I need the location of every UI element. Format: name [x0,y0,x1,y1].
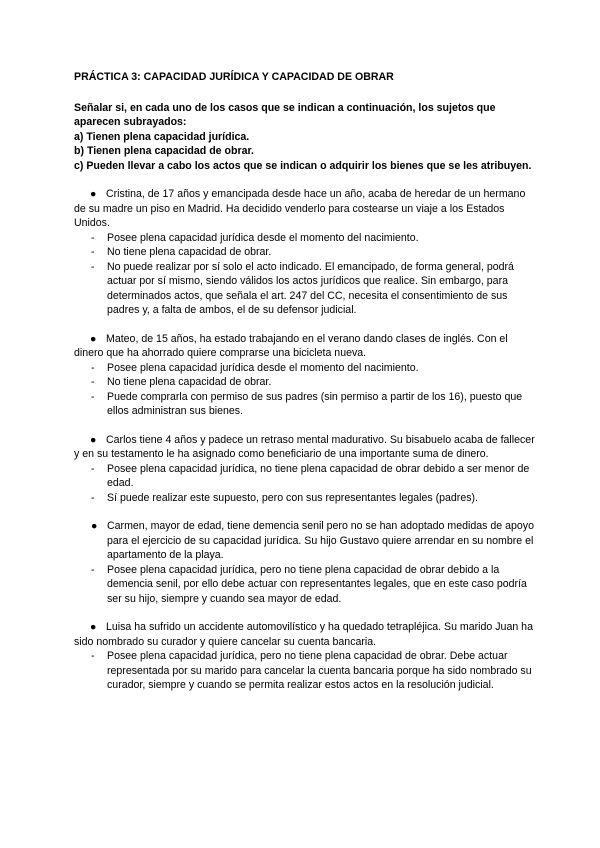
answer-list [74,361,538,419]
case-mateo [74,332,538,419]
dash-icon: - [91,650,95,662]
case-statement [74,519,538,563]
answer-item [74,231,538,246]
dash-icon: - [91,361,95,374]
case-text: Carmen, mayor de edad, tiene demencia senil pero no se han adoptado medidas de apoyo para el ejercicio de su capacidad jurídica. Su hijo Gustavo quiere arrendar en su nombre el apartamento de la playa. [107,520,534,561]
case-statement [74,332,538,361]
answer-item [74,361,538,376]
answer-list [74,231,538,318]
instructions-option-b: b) Tienen plena capacidad de obrar. [74,145,254,157]
case-carmen [74,519,538,606]
case-text: Luisa ha sufrido un accidente automovilístico y ha quedado tetrapléjica. Su marido Juan ha sido nombrado su curador y quiere cancelar su cuenta bancaria. [74,621,533,648]
answer-text: Posee plena capacidad jurídica desde el momento del nacimiento. [107,231,419,244]
page-title: PRÁCTICA 3: CAPACIDAD JURÍDICA Y CAPACIDAD DE OBRAR [74,71,394,83]
instructions-option-a: a) Tienen plena capacidad jurídica. [74,130,250,143]
case-statement [74,187,538,231]
instructions-option-c: c) Pueden llevar a cabo los actos que se indican o adquirir los bienes que se les atribuyen. [74,159,532,172]
answer-text: Posee plena capacidad jurídica, pero no tiene plena capacidad de obrar debido a la demencia senil, por ello debe actuar con representantes legales, que en este caso podría ser su hijo, siempre y cuando sea mayor de edad. [107,563,527,605]
answer-text: No puede realizar por sí solo el acto indicado. El emancipado, de forma general, podrá actuar por sí mismo, siendo válidos los actos jurídicos que realice. Sin embargo, para determinados actos, que señala el art. 247 del CC, necesita el consentimiento de sus padres y, a falta de ambos, el de su defensor judicial. [107,260,514,316]
answer-item [74,491,538,506]
instructions [74,101,538,174]
answer-item [74,390,538,419]
bullet-icon: ● [90,433,97,446]
answer-item [74,649,538,693]
bullet-icon: ● [91,520,98,532]
answer-list [74,462,538,506]
answer-item [74,462,538,491]
case-text: Carlos tiene 4 años y padece un retraso mental madurativo. Su bisabuelo acaba de fallecer y en su testamento le ha asignado como beneficiario de una importante suma de dinero. [74,433,535,460]
dash-icon: - [91,260,95,273]
bullet-icon: ● [90,188,97,200]
case-text: Mateo, de 15 años, ha estado trabajando en el verano dando clases de inglés. Con el dinero que ha ahorrado quiere comprarse una bicicleta nueva. [74,332,508,359]
dash-icon: - [91,563,95,576]
dash-icon: - [91,462,95,475]
bullet-icon: ● [90,332,97,345]
answer-list [74,649,538,693]
instructions-lead: Señalar si, en cada uno de los casos que se indican a continuación, los sujetos que aparecen subrayados: [74,101,496,128]
bullet-icon: ● [90,621,97,633]
answer-text: Puede comprarla con permiso de sus padres (sin permiso a partir de los 16), puesto que ellos administran sus bienes. [107,390,523,417]
answer-text: No tiene plena capacidad de obrar. [107,246,272,258]
answer-text: Posee plena capacidad jurídica, pero no tiene plena capacidad de obrar. Debe actuar representada por su marido para cancelar la cuenta bancaria porque ha sido nombrado su curador, siempre y cuando se permita realizar estos actos en la resolución judicial. [107,650,532,691]
case-cristina [74,187,538,318]
answer-text: Posee plena capacidad jurídica, no tiene plena capacidad de obrar debido a ser menor de edad. [107,462,530,489]
dash-icon: - [91,246,95,258]
dash-icon: - [91,231,95,244]
answer-item [74,375,538,390]
answer-list [74,519,538,606]
answer-text: Sí puede realizar este supuesto, pero con sus representantes legales (padres). [107,491,478,504]
answer-item [74,260,538,318]
dash-icon: - [91,491,95,504]
case-luisa [74,620,538,693]
dash-icon: - [91,376,95,388]
case-text: Cristina, de 17 años y emancipada desde hace un año, acaba de heredar de un hermano de su madre un piso en Madrid. Ha decidido venderlo para costearse un viaje a los Estados Unidos. [74,188,526,229]
case-carlos [74,433,538,506]
dash-icon: - [91,390,95,403]
answer-item [74,245,538,260]
answer-item [74,563,538,607]
answer-text: Posee plena capacidad jurídica desde el momento del nacimiento. [107,361,419,374]
case-statement [74,433,538,462]
case-statement [74,620,538,649]
answer-text: No tiene plena capacidad de obrar. [107,376,272,388]
